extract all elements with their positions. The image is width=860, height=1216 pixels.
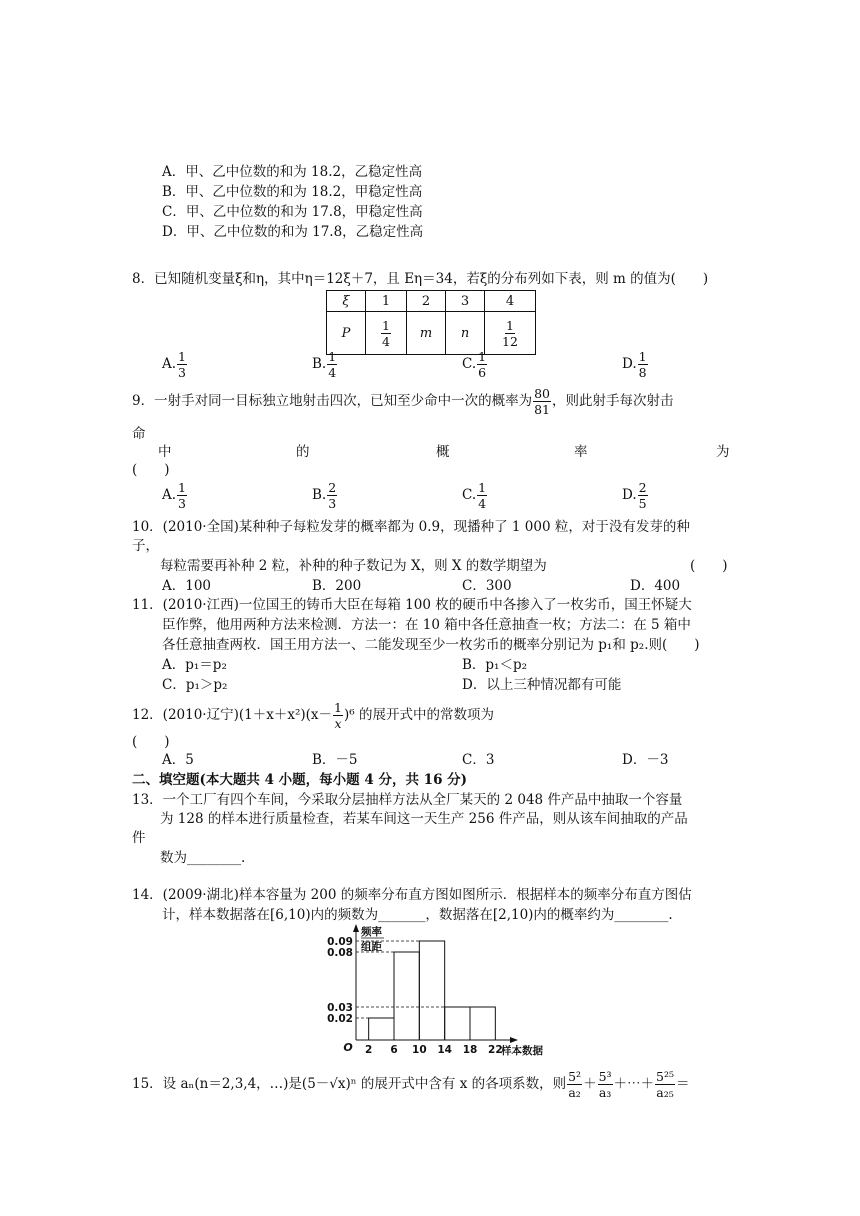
q12-option-b: B．－5	[312, 752, 358, 768]
x-tick-label: 22	[488, 1044, 503, 1056]
table-p-3: n	[446, 312, 485, 355]
y-tick-label: 0.03	[327, 1002, 353, 1014]
y-axis-label-top: 频率	[361, 926, 382, 938]
q11-option-b: B．p₁＜p₂	[462, 657, 528, 673]
q9-stem: 9．一射手对同一目标独立地射击四次，已知至少命中一次的概率为 $\frac{80}{81}$ ，则此射手每次射击	[132, 386, 674, 417]
x-axis-arrow	[510, 1037, 518, 1043]
y-tick-label: 0.09	[327, 936, 353, 948]
q9-line3-w3: 概	[436, 444, 450, 460]
q9-line3-w1: 中	[158, 444, 172, 460]
q13-line1: 13．一个工厂有四个车间，今采取分层抽样方法从全厂某天的 2 048 件产品中抽取一个容量	[132, 792, 683, 808]
q11-line3: 各任意抽查两枚．国王用方法一、二能发现至少一枚劣币的概率分别记为 p₁和 p₂.则( )	[162, 637, 700, 653]
q7-option-b: B．甲、乙中位数的和为 18.2，甲稳定性高	[162, 184, 423, 200]
x-axis-label: 样本数据	[501, 1045, 543, 1057]
q11-option-c: C．p₁＞p₂	[162, 677, 228, 693]
q10-option-b: B．200	[312, 578, 362, 594]
q12-stem: 12．(2010·辽宁)(1＋x＋x²)(x－ $\frac{1}{x}$ )⁶ 的展开式中的常数项为	[132, 700, 494, 731]
table-header-2: 2	[407, 291, 446, 312]
section-heading: 二、填空题(本大题共 4 小题，每小题 4 分，共 16 分)	[132, 772, 468, 788]
x-tick-label: 2	[365, 1044, 373, 1056]
q10-line2: 子，	[132, 538, 159, 554]
q9-line3-w4: 率	[574, 444, 588, 460]
q9-option-d: D. $\frac{2}{5}$	[622, 480, 647, 511]
q7-option-c: C．甲、乙中位数的和为 17.8，甲稳定性高	[162, 204, 423, 220]
histogram-bar	[419, 941, 444, 1040]
q9-paren: ( )	[132, 462, 170, 478]
q7-option-d: D．甲、乙中位数的和为 17.8，乙稳定性高	[162, 224, 424, 240]
q8-option-a: A. $\frac{1}{3}$	[162, 349, 186, 380]
histogram-bar	[470, 1007, 495, 1040]
q9-line3-w2: 的	[296, 444, 310, 460]
histogram-bar	[394, 952, 419, 1040]
y-tick-label: 0.02	[327, 1013, 353, 1025]
histogram-bar	[445, 1007, 470, 1040]
table-header-xi: ξ	[327, 291, 366, 312]
q11-option-a: A．p₁＝p₂	[162, 657, 227, 673]
q11-option-d: D．以上三种情况都有可能	[462, 677, 622, 693]
table-p-2: m	[407, 312, 446, 355]
q9-option-c: C. $\frac{1}{4}$	[462, 480, 487, 511]
x-tick-label: 14	[437, 1044, 452, 1056]
q15-line: 15．设 aₙ(n＝2,3,4，…)是(5－√x)ⁿ 的展开式中含有 x 的各项系数，则 $\frac{\text{5²}}{\text{a₂}}$ ＋ $\frac{\text{5³}}{\text{a₃}}$ ＋⋯＋ $\frac{\text{5²⁵}}{\text{a₂₅}}$ ＝	[132, 1069, 690, 1100]
x-tick-label: 18	[462, 1044, 478, 1056]
table-header-4: 4	[485, 291, 536, 312]
q8-option-c: C. $\frac{1}{6}$	[462, 349, 487, 380]
q7-option-a: A．甲、乙中位数的和为 18.2，乙稳定性高	[162, 164, 423, 180]
q13-line2: 为 128 的样本进行质量检查，若某车间这一天生产 256 件产品，则从该车间抽取的产品	[160, 811, 688, 827]
q9-line2: 命	[132, 426, 146, 442]
q9-line3-w5: 为	[716, 444, 730, 460]
q9-option-b: B. $\frac{2}{3}$	[312, 480, 337, 511]
table-header-3: 3	[446, 291, 485, 312]
q8-stem: 8．已知随机变量ξ和η，其中η＝12ξ＋7，且 Eη＝34，若ξ的分布列如下表，则 m 的值为( )	[132, 271, 709, 287]
q12-option-a: A．5	[162, 752, 194, 768]
q9-option-a: A. $\frac{1}{3}$	[162, 480, 186, 511]
q10-option-d: D．400	[630, 578, 681, 594]
table-header-1: 1	[366, 291, 407, 312]
q10-option-a: A．100	[162, 578, 212, 594]
q11-line2: 臣作弊，他用两种方法来检测．方法一：在 10 箱中各任意抽查一枚；方法二：在 5 箱中	[162, 617, 691, 633]
q8-distribution-table	[326, 290, 536, 355]
q12-option-c: C．3	[462, 752, 495, 768]
q11-line1: 11．(2010·江西)一位国王的铸币大臣在每箱 100 枚的硬币中各掺入了一枚劣币，国王怀疑大	[132, 597, 692, 613]
table-p-label: P	[327, 312, 366, 355]
q10-paren: ( )	[690, 558, 728, 574]
q14-line2: 计，样本数据落在[6,10)内的频数为_______，数据落在[2,10)内的概率约为________.	[162, 907, 673, 923]
q13-line4: 数为________.	[160, 850, 246, 866]
y-tick-label: 0.08	[327, 947, 353, 959]
frequency-histogram	[327, 922, 543, 1060]
x-tick-label: 10	[412, 1044, 427, 1056]
x-tick-label: 6	[390, 1044, 398, 1056]
q14-line1: 14．(2009·湖北)样本容量为 200 的频率分布直方图如图所示．根据样本的频率分布直方图估	[132, 887, 692, 903]
histogram-bar	[369, 1018, 394, 1040]
q10-line3: 每粒需要再补种 2 粒，补种的种子数记为 X，则 X 的数学期望为	[160, 558, 547, 574]
y-axis-arrow	[353, 924, 359, 932]
table-p-4: $\frac{1}{12}$	[485, 312, 536, 355]
q8-option-b: B. $\frac{1}{4}$	[312, 349, 337, 380]
q8-option-d: D. $\frac{1}{8}$	[622, 349, 647, 380]
q10-line1: 10．(2010·全国)某种种子每粒发芽的概率都为 0.9，现播种了 1 000 粒，对于没有发芽的种	[132, 519, 690, 535]
y-axis-label-bottom: 组距	[361, 941, 382, 953]
q12-option-d: D．－3	[622, 752, 669, 768]
q12-paren: ( )	[132, 734, 170, 750]
q13-line3: 件	[132, 830, 146, 846]
origin-label: O	[343, 1041, 353, 1054]
q10-option-c: C．300	[462, 578, 512, 594]
table-p-1: $\frac{1}{4}$	[366, 312, 407, 355]
